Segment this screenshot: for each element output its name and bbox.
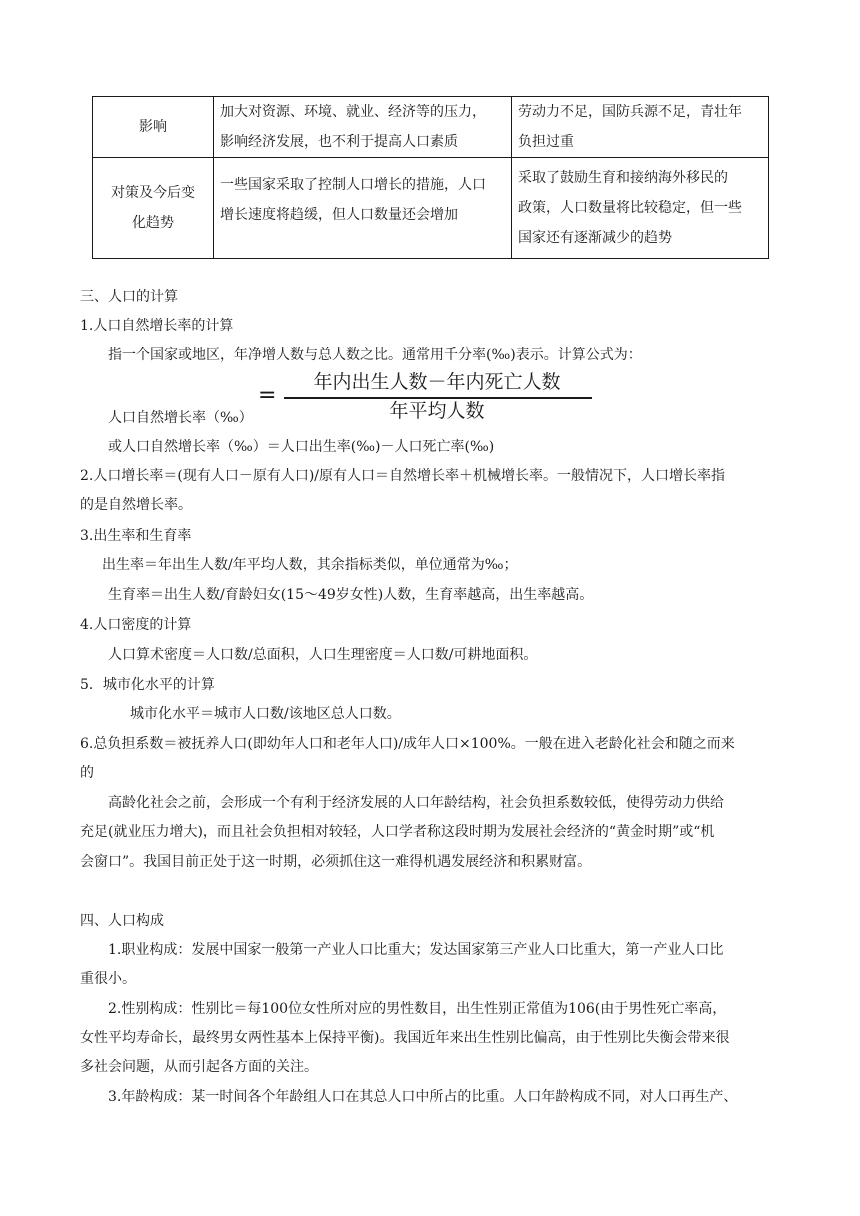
cell-line: 负担过重: [518, 134, 574, 150]
paragraph-line: 充足(就业压力增大)，而且社会负担相对较轻，人口学者称这段时期为发展社会经济的“黄金时期”或“机: [80, 824, 715, 840]
cell-line: 影响经济发展，也不利于提高人口素质: [220, 134, 458, 150]
row-header-text: 影响: [139, 119, 167, 135]
paragraph-line: 1.职业构成：发展中国家一般第一产业人口比重大；发达国家第三产业人口比重大，第一产业人口比: [108, 942, 724, 958]
cell-line: 一些国家采取了控制人口增长的措施，人口: [220, 177, 486, 193]
formula-numerator: 年内出生人数－年内死亡人数: [313, 371, 561, 393]
paragraph-line: 人口算术密度＝人口数/总面积，人口生理密度＝人口数/可耕地面积。: [108, 647, 538, 663]
subsection-heading: 5．城市化水平的计算: [80, 677, 215, 693]
paragraph-line: 生育率＝出生人数/育龄妇女(15～49岁女性)人数，生育率越高，出生率越高。: [108, 587, 594, 603]
paragraph-line: 6.总负担系数＝被抚养人口(即幼年人口和老年人口)/成年人口×100%。一般在进入老龄化社会和随之而来: [80, 736, 735, 752]
table-cell: [512, 97, 769, 158]
cell-line: 加大对资源、环境、就业、经济等的压力，: [220, 104, 486, 120]
table-cell: [214, 97, 512, 158]
table-row: [93, 158, 769, 259]
row-header-text: 对策及今后变: [111, 185, 195, 201]
row-header-text: 化趋势: [132, 215, 174, 231]
row-header-impact: [93, 97, 214, 158]
cell-line: 政策，人口数量将比较稳定，但一些: [518, 200, 742, 216]
paragraph-line: 的是自然增长率。: [80, 497, 192, 513]
paragraph-line: 多社会问题，从而引起各方面的关注。: [80, 1059, 318, 1075]
cell-line: 劳动力不足，国防兵源不足，青壮年: [518, 104, 742, 120]
paragraph-line: 2.人口增长率＝(现有人口－原有人口)/原有人口＝自然增长率＋机械增长率。一般情况下，人口增长率指: [80, 468, 725, 484]
cell-line: 国家还有逐渐减少的趋势: [518, 230, 672, 246]
paragraph-line: 出生率＝年出生人数/年平均人数，其余指标类似，单位通常为‰；: [102, 557, 518, 573]
formula-equals: =: [258, 383, 277, 408]
paragraph-line: 高龄化社会之前，会形成一个有利于经济发展的人口年龄结构，社会负担系数较低，使得劳动力供给: [108, 795, 724, 811]
formula-denominator: 年平均人数: [389, 400, 485, 422]
paragraph-line: 会窗口”。我国目前正处于这一时期，必须抓住这一难得机遇发展经济和积累财富。: [80, 854, 592, 870]
subsection-heading: 4.人口密度的计算: [80, 617, 192, 633]
table-cell: [214, 158, 512, 259]
table-cell: [512, 158, 769, 259]
subsection-heading: 1.人口自然增长率的计算: [80, 318, 234, 334]
paragraph-line: 或人口自然增长率（‰）＝人口出生率(‰)－人口死亡率(‰): [108, 439, 495, 455]
paragraph-line: 3.年龄构成：某一时间各个年龄组人口在其总人口中所占的比重。人口年龄构成不同，对人口再生产、: [108, 1089, 738, 1105]
comparison-table: [92, 96, 769, 259]
row-header-policy: [93, 158, 214, 259]
cell-line: 采取了鼓励生育和接纳海外移民的: [518, 170, 728, 186]
formula-lhs: 人口自然增长率（‰）: [108, 410, 253, 426]
paragraph-line: 城市化水平＝城市人口数/该地区总人口数。: [130, 706, 401, 722]
subsection-heading: 3.出生率和生育率: [80, 528, 192, 544]
paragraph-line: 指一个国家或地区，年净增人数与总人数之比。通常用千分率(‰)表示。计算公式为：: [108, 347, 642, 363]
paragraph-line: 重很小。: [80, 971, 136, 987]
cell-line: 增长速度将趋缓，但人口数量还会增加: [220, 207, 458, 223]
section-heading: 三、人口的计算: [80, 289, 178, 305]
paragraph-line: 2.性别构成：性别比＝每100位女性所对应的男性数目，出生性别正常值为106(由于男性死亡率高，: [108, 1001, 727, 1017]
paragraph-line: 的: [80, 765, 94, 781]
table-row: [93, 97, 769, 158]
section-heading: 四、人口构成: [80, 913, 164, 929]
paragraph-line: 女性平均寿命长，最终男女两性基本上保持平衡)。我国近年来出生性别比偏高，由于性别比失衡会带来很: [80, 1030, 730, 1046]
